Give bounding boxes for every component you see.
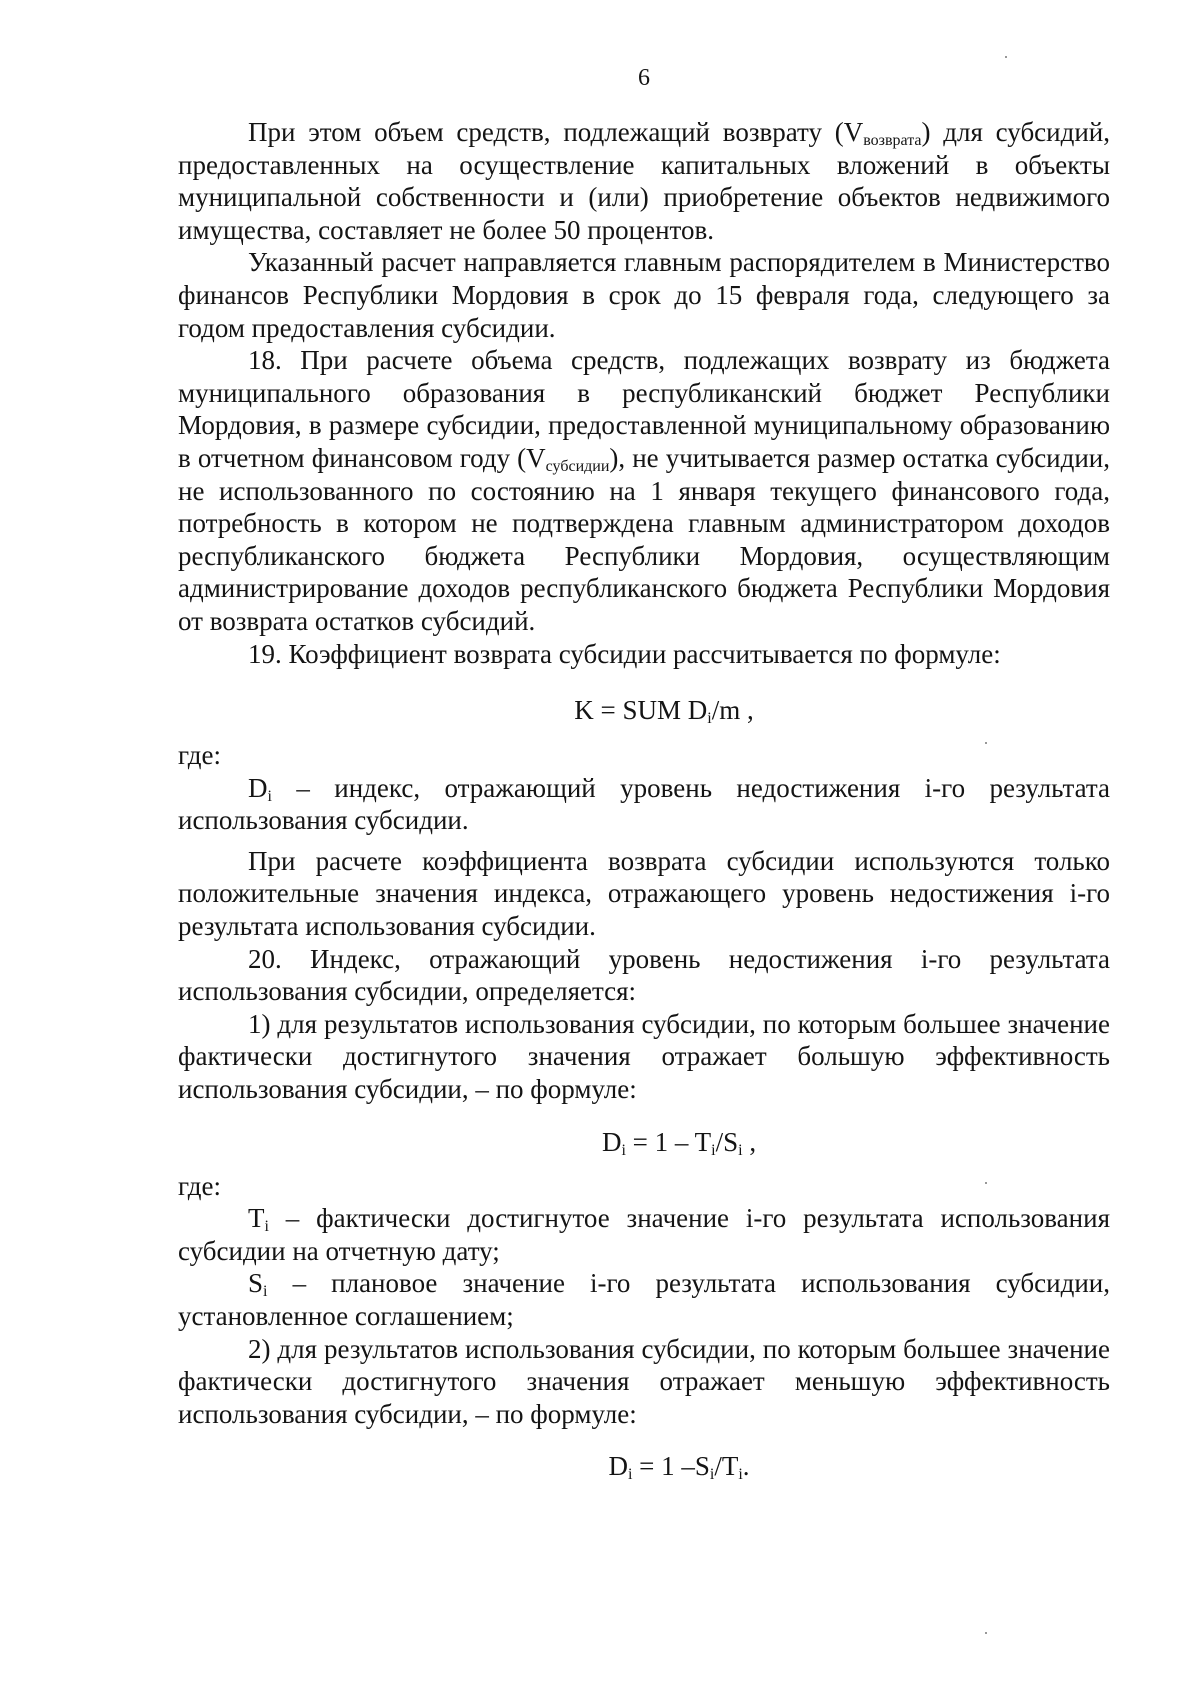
paragraph-positive-values: При расчете коэффициента возврата субсидии используются только положительные значения индекса, отражающего уровень недостижения i-го результата использования субсидии. (178, 845, 1110, 942)
item-1: 1) для результатов использования субсидии, по которым большее значение фактически достигнутого значения отражает большую эффективность использования субсидии, – по формуле: (178, 1008, 1110, 1105)
paragraph-return-volume (178, 116, 1110, 246)
definition-text: – фактически достигнутое значение i-го результата использования субсидии на отчетную дату; (178, 1203, 1110, 1266)
subscript-i: i (627, 1466, 633, 1484)
formula-text: /T (714, 1451, 739, 1482)
paragraph-19: 19. Коэффициент возврата субсидии рассчитывается по формуле: (248, 638, 1001, 669)
formula-d-smaller (178, 1450, 1110, 1482)
symbol-s: S (248, 1268, 264, 1299)
text-run: ) для субсидий, предоставленных на осуществление капитальных вложений в объекты муниципальной собственности и (или) приобретение объектов недвижимого имущества, составляет не более 50 процентов. (178, 117, 1110, 245)
formula-text: D (601, 1126, 622, 1157)
page-number: 6 (638, 65, 650, 91)
subscript-i: i (707, 710, 712, 728)
paragraph-calculation-sent: Указанный расчет направляется главным распорядителем в Министерство финансов Республики Мордовия в срок до 15 февраля года, следующего за годом предоставления субсидии. (178, 247, 1110, 343)
subscript-i: i (621, 1141, 626, 1159)
item-2: 2) для результатов использования субсидии, по которым большее значение фактически достигнутого значения отражает меньшую эффективность использования субсидии, – по формуле: (178, 1333, 1110, 1429)
subscript-i: i (738, 1141, 743, 1159)
subscript-i: i (709, 1466, 715, 1484)
formula-text: K = SUM D (574, 695, 708, 726)
spacer (178, 837, 1110, 845)
paragraph-18 (178, 344, 1110, 637)
symbol-t: T (248, 1203, 265, 1234)
formula-k (178, 694, 1110, 726)
subscript-i: i (263, 1283, 268, 1301)
formula-text: /m , (711, 695, 754, 726)
definition-t (178, 1202, 1110, 1267)
subscript-subsidii: субсидии (545, 457, 610, 475)
formula-text: /S (715, 1126, 739, 1157)
text-run: При этом объем средств, подлежащий возврату (V (248, 117, 864, 147)
definition-d (178, 772, 1110, 837)
scan-speck (985, 1632, 987, 1634)
where-label-1: где: (178, 740, 221, 771)
formula-text: D (608, 1451, 628, 1482)
text-run: 18. При расчете объема средств, подлежащих возврату из бюджета муниципального образования в республиканский бюджет Республики Мордовия, в размере субсидии, предоставленной муниципальному образованию в отчетном финансовом году (V (178, 345, 1110, 473)
definition-s (178, 1267, 1110, 1332)
scan-speck (985, 742, 987, 744)
formula-d-greater (178, 1126, 1110, 1158)
formula-text: . (742, 1451, 750, 1482)
subscript-i: i (267, 787, 272, 805)
where-label-2: где: (178, 1170, 221, 1201)
symbol-d: D (248, 772, 268, 803)
formula-text: = 1 – T (625, 1126, 712, 1157)
subscript-i: i (711, 1141, 716, 1159)
text-run: ), не учитывается размер остатка субсидии, не использованного по состоянию на 1 января текущего финансового года, потребность в котором не подтверждена главным администратором доходов республиканского бюджета Республики Мордовия, осуществляющим администрирование доходов республиканского бюджета Республики Мордовия от возврата остатков субсидий. (178, 442, 1111, 636)
paragraph-20: 20. Индекс, отражающий уровень недостижения i-го результата использования субсидии, определяется: (178, 943, 1110, 1007)
subscript-vozvrata: возврата (863, 132, 922, 149)
scan-speck (1005, 56, 1007, 58)
definition-text: – индекс, отражающий уровень недостижения i-го результата использования субсидии. (178, 772, 1110, 836)
subscript-i: i (264, 1218, 269, 1236)
definition-text: – плановое значение i-го результата использования субсидии, установленное соглашением; (178, 1268, 1110, 1331)
scan-speck (985, 1182, 987, 1184)
subscript-i: i (738, 1466, 743, 1484)
formula-text: = 1 –S (632, 1451, 710, 1482)
formula-text: , (742, 1126, 757, 1157)
